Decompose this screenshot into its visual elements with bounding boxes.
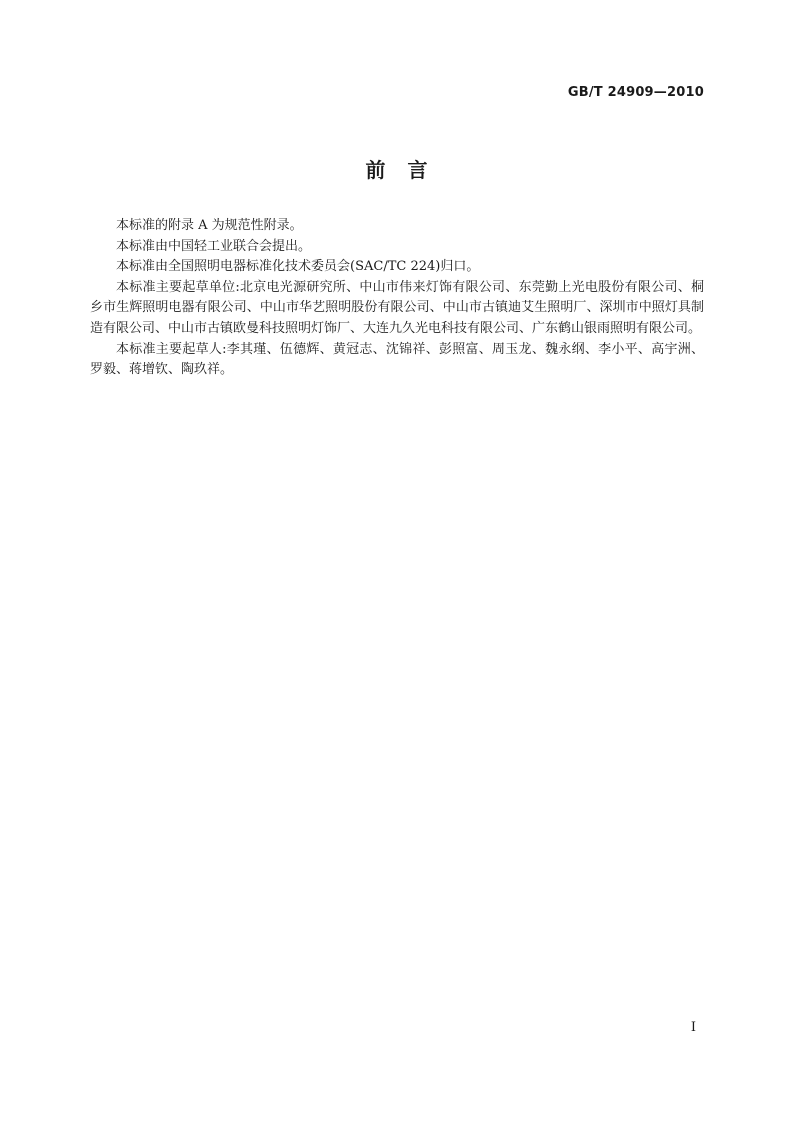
page-title: 前 言 (365, 158, 429, 182)
paragraph-committee: 本标准由全国照明电器标准化技术委员会(SAC/TC 224)归口。 (116, 259, 480, 275)
paragraph-proposer: 本标准由中国轻工业联合会提出。 (116, 238, 312, 254)
foreword-body (90, 216, 704, 381)
page-number: I (690, 1020, 696, 1035)
paragraph-drafting-units: 本标准主要起草单位:北京电光源研究所、中山市伟来灯饰有限公司、东莞勤上光电股份有限公司、桐乡市生辉照明电器有限公司、中山市华艺照明股份有限公司、中山市古镇迪艾生照明厂、深圳市中照灯具制造有限公司、中山市古镇欧曼科技照明灯饰厂、大连九久光电科技有限公司、广东鹤山银雨照明有限公司。 (90, 279, 704, 336)
paragraph-drafters: 本标准主要起草人:李其瑾、伍德辉、黄冠志、沈锦祥、彭照富、周玉龙、魏永纲、李小平、高宇洲、罗毅、蒋增钦、陶玖祥。 (90, 341, 704, 378)
paragraph-appendix-note: 本标准的附录 A 为规范性附录。 (116, 218, 303, 233)
standard-number: GB/T 24909—2010 (567, 85, 704, 100)
